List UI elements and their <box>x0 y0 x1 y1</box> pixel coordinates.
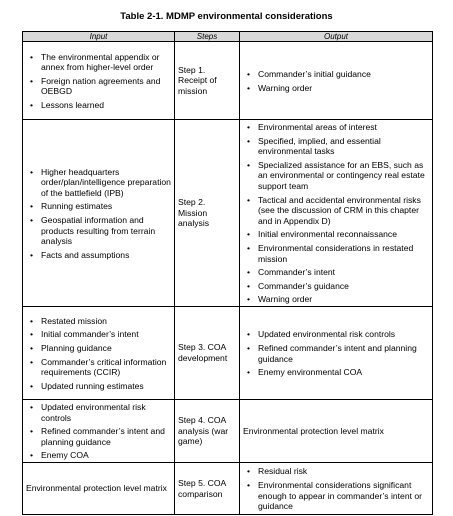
step-cell: Step 4. COA analysis (war game) <box>175 400 240 463</box>
list-item: • Environmental considerations in restated mission <box>243 243 429 264</box>
list-item: • Enemy environmental COA <box>243 367 429 378</box>
step-cell: Step 5. COA comparison <box>175 463 240 515</box>
list-item: • Specialized assistance for an EBS, such as an environmental or contingency real estate support team <box>243 160 429 192</box>
column-header-steps: Steps <box>175 32 240 42</box>
table-title: Table 2-1. MDMP environmental considerations <box>120 11 333 22</box>
mdmp-table <box>22 31 433 515</box>
list-item: • Refined commander’s intent and planning guidance <box>26 426 171 447</box>
list-item: • Lessons learned <box>26 100 171 111</box>
list-item: • Residual risk <box>243 466 429 477</box>
table-row <box>23 463 433 515</box>
input-cell <box>23 307 175 400</box>
list-item: • Environmental considerations significant enough to appear in commander’s intent or guidance <box>243 480 429 512</box>
list-item: • Refined commander’s intent and planning guidance <box>243 343 429 364</box>
step-cell: Step 3. COA development <box>175 307 240 400</box>
list-item: • Commander’s intent <box>243 267 429 278</box>
list-item: • Running estimates <box>26 201 171 212</box>
step-cell: Step 1. Receipt of mission <box>175 42 240 120</box>
input-cell <box>23 120 175 307</box>
list-item: • Warning order <box>243 83 429 94</box>
list-item: • Updated running estimates <box>26 381 171 392</box>
table-row <box>23 400 433 463</box>
list-item: • Environmental areas of interest <box>243 122 429 133</box>
output-cell <box>240 42 433 120</box>
column-header-input: Input <box>23 32 175 42</box>
list-item: • Commander’s guidance <box>243 281 429 292</box>
output-cell <box>240 120 433 307</box>
input-cell: Environmental protection level matrix <box>23 463 175 515</box>
list-item: • The environmental appendix or annex from higher-level order <box>26 52 171 73</box>
input-cell <box>23 42 175 120</box>
list-item: • Warning order <box>243 294 429 305</box>
list-item: • Higher headquarters order/plan/intelligence preparation of the battlefield (IPB) <box>26 167 171 199</box>
output-cell <box>240 463 433 515</box>
step-cell: Step 2. Mission analysis <box>175 120 240 307</box>
list-item: • Initial environmental reconnaissance <box>243 229 429 240</box>
header-row <box>23 32 433 42</box>
input-cell <box>23 400 175 463</box>
list-item: • Specified, implied, and essential environmental tasks <box>243 136 429 157</box>
list-item: • Facts and assumptions <box>26 250 171 261</box>
list-item: • Commander’s initial guidance <box>243 69 429 80</box>
output-cell: Environmental protection level matrix <box>240 400 433 463</box>
list-item: • Planning guidance <box>26 343 171 354</box>
table-row <box>23 307 433 400</box>
list-item: • Commander’s critical information requirements (CCIR) <box>26 357 171 378</box>
list-item: • Geospatial information and products resulting from terrain analysis <box>26 215 171 247</box>
list-item: • Enemy COA <box>26 450 171 461</box>
column-header-output: Output <box>240 32 433 42</box>
list-item: • Restated mission <box>26 316 171 327</box>
table-row <box>23 42 433 120</box>
output-cell <box>240 307 433 400</box>
list-item: • Tactical and accidental environmental risks (see the discussion of CRM in this chapter and in Appendix D) <box>243 195 429 227</box>
table-row <box>23 120 433 307</box>
list-item: • Initial commander’s intent <box>26 329 171 340</box>
list-item: • Foreign nation agreements and OEBGD <box>26 76 171 97</box>
list-item: • Updated environmental risk controls <box>26 402 171 423</box>
list-item: • Updated environmental risk controls <box>243 329 429 340</box>
